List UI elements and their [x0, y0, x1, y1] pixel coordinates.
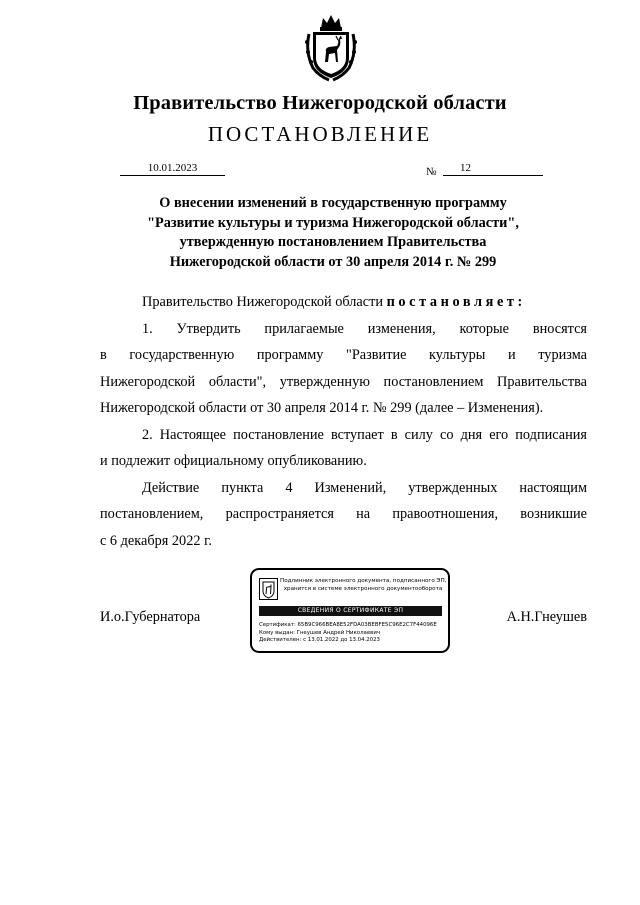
item3-line: с 6 декабря 2022 г.	[100, 532, 212, 549]
e-signature-stamp	[250, 568, 450, 653]
document-date: 10.01.2023	[120, 162, 225, 176]
item1-line: 1. Утвердить прилагаемые изменения, которые вносятся	[142, 320, 587, 337]
item3-line: Действие пункта 4 Изменений, утвержденных настоящим	[142, 479, 587, 496]
item1-line: Нижегородской области от 30 апреля 2014 г. № 299 (далее – Изменения).	[100, 400, 544, 416]
stamp-issued-to: Кому выдан: Гнеушев Андрей Николаевич	[259, 629, 381, 636]
stamp-info	[259, 622, 437, 645]
subject-line: "Развитие культуры и туризма Нижегородской области",	[147, 214, 519, 231]
signer-name: А.Н.Гнеушев	[506, 609, 587, 625]
number-label: №	[426, 166, 437, 178]
document-number: 12	[443, 162, 543, 176]
preamble: Правительство Нижегородской области	[142, 294, 383, 310]
document-subject	[100, 194, 566, 272]
item3-line: постановлением, распространяется на правоотношения, возникшие	[100, 506, 587, 522]
subject-line: утвержденную постановлением Правительства	[179, 234, 487, 250]
coat-of-arms-small-icon	[259, 578, 278, 600]
item1-line: в государственную программу "Развитие культуры и туризма	[100, 347, 587, 363]
stamp-certificate: Сертификат: 65B9C966BEA8E52FDA03BEBFE5C96E2C7F44096E	[259, 622, 437, 628]
government-title: Правительство Нижегородской области	[133, 92, 507, 114]
preamble-line	[100, 289, 587, 316]
document-body	[100, 289, 587, 554]
subject-line: О внесении изменений в государственную программу	[159, 195, 507, 211]
document-type: ПОСТАНОВЛЕНИЕ	[207, 122, 433, 146]
stamp-heading-line: хранится в системе электронного документооборота	[283, 586, 443, 592]
item2-line: 2. Настоящее постановление вступает в силу со дня его подписания	[142, 426, 587, 443]
item1-line: Нижегородской области", утвержденную постановлением Правительства	[100, 373, 587, 390]
item2-line: и подлежит официальному опубликованию.	[100, 453, 367, 469]
coat-of-arms-icon	[303, 12, 359, 82]
stamp-title-bar: СВЕДЕНИЯ О СЕРТИФИКАТЕ ЭП	[259, 606, 442, 616]
subject-line: Нижегородской области от 30 апреля 2014 г. № 299	[169, 253, 497, 270]
signer-position: И.о.Губернатора	[100, 609, 201, 625]
stamp-heading	[280, 577, 446, 593]
stamp-validity: Действителен: с 13.01.2022 до 13.04.2023	[259, 637, 380, 643]
decree-word: постановляет:	[386, 294, 526, 310]
stamp-heading-line: Подлинник электронного документа, подписанного ЭП,	[280, 578, 447, 584]
